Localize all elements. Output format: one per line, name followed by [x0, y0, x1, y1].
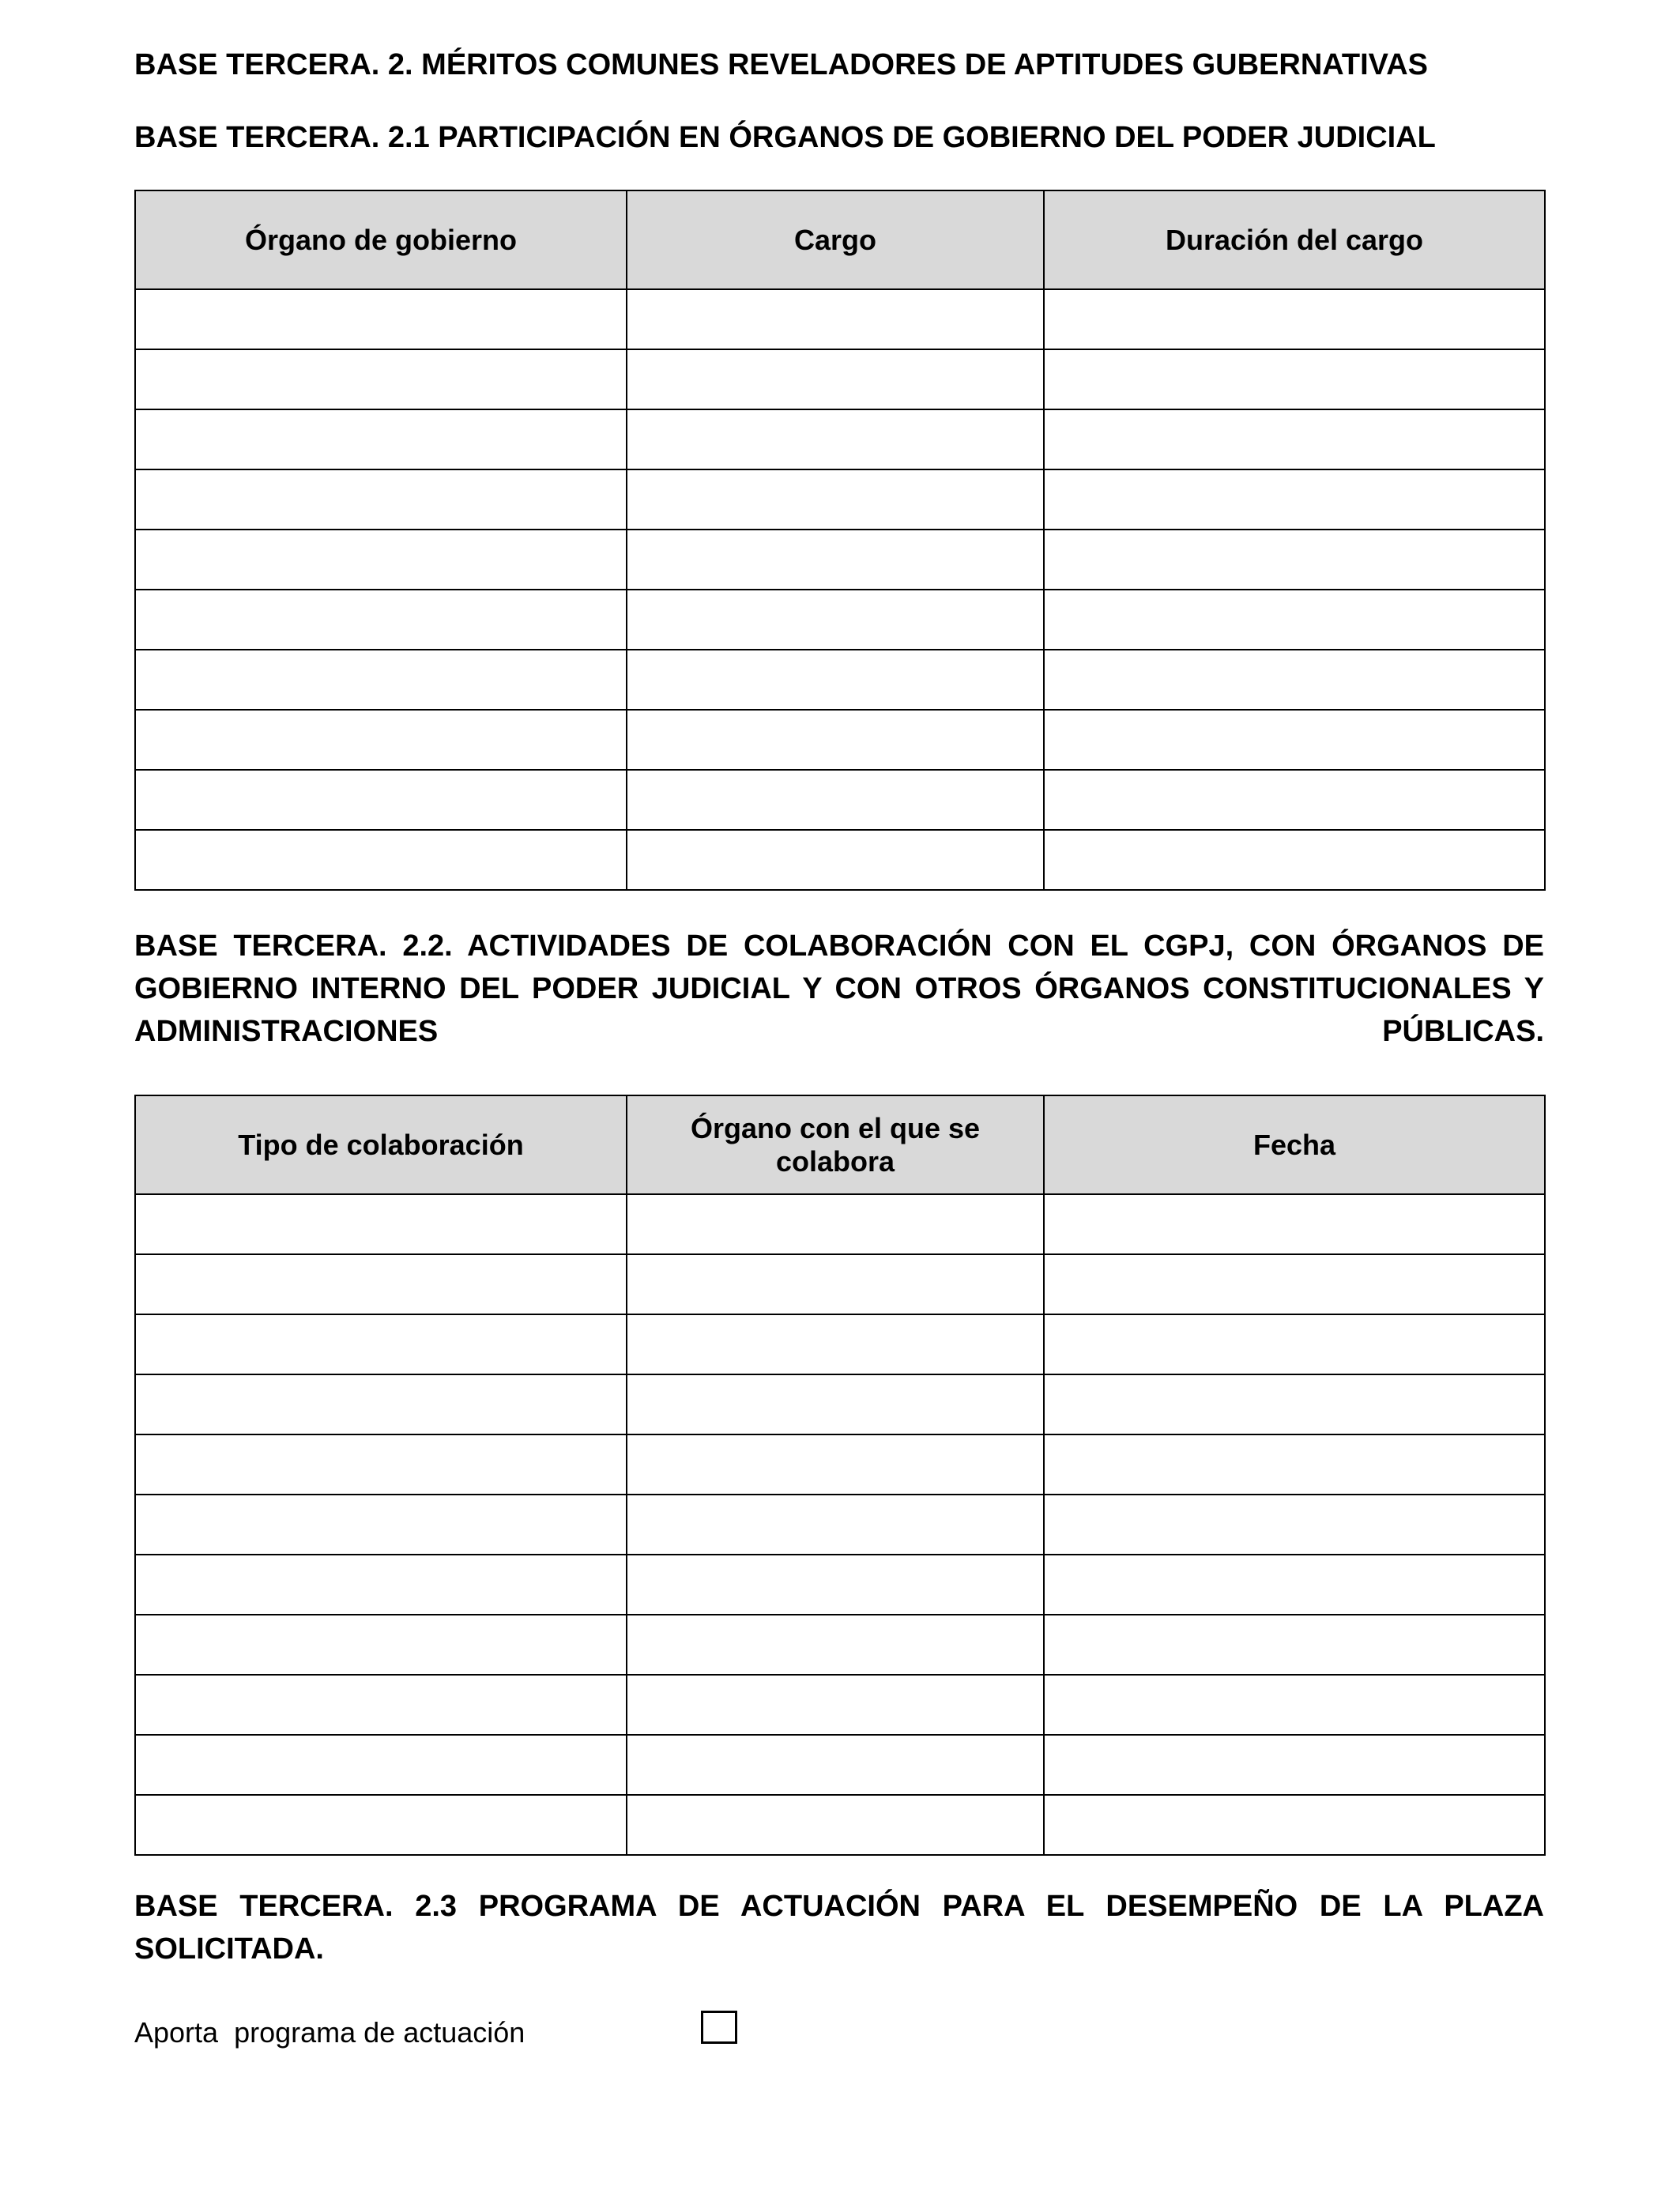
table-cell[interactable] — [135, 1795, 627, 1855]
table-cell[interactable] — [135, 1194, 627, 1254]
table-cell[interactable] — [135, 1314, 627, 1374]
table-cell[interactable] — [135, 590, 627, 650]
table-cell[interactable] — [627, 469, 1044, 530]
table-cell[interactable] — [135, 770, 627, 830]
table-cell[interactable] — [1044, 1555, 1545, 1615]
table-row — [135, 1675, 1545, 1735]
table-cell[interactable] — [1044, 830, 1545, 890]
table-row — [135, 469, 1545, 530]
collaboration-activities-table — [134, 1095, 1546, 1856]
table-cell[interactable] — [627, 1795, 1044, 1855]
table-row — [135, 1615, 1545, 1675]
table-row — [135, 1555, 1545, 1615]
table-cell[interactable] — [135, 409, 627, 469]
table-row — [135, 1795, 1545, 1855]
column-header-tipo-de-colaboracion: Tipo de colaboración — [135, 1095, 627, 1194]
table-cell[interactable] — [1044, 289, 1545, 349]
table-cell[interactable] — [135, 650, 627, 710]
table-cell[interactable] — [135, 1675, 627, 1735]
table-cell[interactable] — [627, 1374, 1044, 1434]
section-2-3-title: BASE TERCERA. 2.3 PROGRAMA DE ACTUACIÓN PARA EL DESEMPEÑO DE LA PLAZA SOLICITADA. — [134, 1890, 1544, 1966]
table-cell[interactable] — [627, 409, 1044, 469]
section-2-2-title: BASE TERCERA. 2.2. ACTIVIDADES DE COLABORACIÓN CON EL CGPJ, CON ÓRGANOS DE GOBIERNO INTERNO DEL PODER JUDICIAL Y CON OTROS ÓRGANOS CONSTITUCIONALES Y ADMINISTRACIONES PÚBLICAS. — [134, 929, 1544, 1048]
table-cell[interactable] — [627, 1194, 1044, 1254]
column-header-fecha: Fecha — [1044, 1095, 1545, 1194]
table-cell[interactable] — [1044, 1254, 1545, 1314]
aporta-programa-checkbox[interactable] — [701, 2011, 737, 2044]
table-row — [135, 409, 1545, 469]
table-cell[interactable] — [135, 1735, 627, 1795]
table-row — [135, 1434, 1545, 1495]
table-cell[interactable] — [1044, 409, 1545, 469]
table-row — [135, 590, 1545, 650]
table-row — [135, 1495, 1545, 1555]
table-cell[interactable] — [1044, 1735, 1545, 1795]
table-cell[interactable] — [135, 530, 627, 590]
table-cell[interactable] — [627, 650, 1044, 710]
aporta-programa-label: Aporta programa de actuación — [134, 2016, 525, 2049]
table-cell[interactable] — [1044, 1615, 1545, 1675]
table-cell[interactable] — [627, 530, 1044, 590]
table-cell[interactable] — [1044, 590, 1545, 650]
table-cell[interactable] — [627, 1675, 1044, 1735]
table-cell[interactable] — [135, 349, 627, 409]
table-row — [135, 770, 1545, 830]
table-cell[interactable] — [135, 1434, 627, 1495]
table-row — [135, 1254, 1545, 1314]
section-2-1-title: BASE TERCERA. 2.1 PARTICIPACIÓN EN ÓRGANOS DE GOBIERNO DEL PODER JUDICIAL — [134, 121, 1436, 154]
table-cell[interactable] — [627, 1495, 1044, 1555]
table-body — [135, 1194, 1545, 1855]
table-cell[interactable] — [1044, 1795, 1545, 1855]
table-body — [135, 289, 1545, 890]
table-row — [135, 1735, 1545, 1795]
table-cell[interactable] — [627, 349, 1044, 409]
table-cell[interactable] — [135, 289, 627, 349]
table-row — [135, 1314, 1545, 1374]
table-cell[interactable] — [1044, 1194, 1545, 1254]
table-cell[interactable] — [627, 830, 1044, 890]
table-cell[interactable] — [135, 1374, 627, 1434]
table-cell[interactable] — [1044, 349, 1545, 409]
table-cell[interactable] — [627, 590, 1044, 650]
column-header-cargo: Cargo — [627, 190, 1044, 289]
table-cell[interactable] — [627, 1434, 1044, 1495]
section-2-title: BASE TERCERA. 2. MÉRITOS COMUNES REVELADORES DE APTITUDES GUBERNATIVAS — [134, 48, 1428, 81]
table-cell[interactable] — [135, 830, 627, 890]
table-cell[interactable] — [135, 1555, 627, 1615]
government-bodies-table — [134, 190, 1546, 891]
table-cell[interactable] — [1044, 530, 1545, 590]
table-cell[interactable] — [135, 1495, 627, 1555]
table-cell[interactable] — [1044, 1495, 1545, 1555]
table-cell[interactable] — [627, 1735, 1044, 1795]
table-row — [135, 1194, 1545, 1254]
table-cell[interactable] — [627, 1314, 1044, 1374]
table-row — [135, 650, 1545, 710]
table-cell[interactable] — [1044, 1434, 1545, 1495]
table-cell[interactable] — [135, 1254, 627, 1314]
table-cell[interactable] — [627, 1615, 1044, 1675]
table-cell[interactable] — [1044, 469, 1545, 530]
table-cell[interactable] — [135, 469, 627, 530]
column-header-duracion-del-cargo: Duración del cargo — [1044, 190, 1545, 289]
table-row — [135, 830, 1545, 890]
table-cell[interactable] — [627, 1555, 1044, 1615]
table-cell[interactable] — [1044, 1374, 1545, 1434]
table-cell[interactable] — [1044, 650, 1545, 710]
table-cell[interactable] — [1044, 770, 1545, 830]
table-cell[interactable] — [1044, 1675, 1545, 1735]
table-row — [135, 289, 1545, 349]
table-cell[interactable] — [627, 770, 1044, 830]
table-cell[interactable] — [1044, 1314, 1545, 1374]
column-header-organo-label: Órgano con el que se colabora — [690, 1111, 981, 1178]
aporta-programa-field — [134, 2011, 1544, 2058]
table-row — [135, 710, 1545, 770]
table-cell[interactable] — [627, 710, 1044, 770]
column-header-organo-con-el-que-se-colabora — [627, 1095, 1044, 1194]
column-header-organo-de-gobierno: Órgano de gobierno — [135, 190, 627, 289]
table-cell[interactable] — [627, 289, 1044, 349]
table-header-row — [135, 190, 1545, 289]
table-cell[interactable] — [627, 1254, 1044, 1314]
table-row — [135, 1374, 1545, 1434]
table-cell[interactable] — [135, 710, 627, 770]
table-header-row — [135, 1095, 1545, 1194]
table-row — [135, 530, 1545, 590]
table-cell[interactable] — [1044, 710, 1545, 770]
table-row — [135, 349, 1545, 409]
table-cell[interactable] — [135, 1615, 627, 1675]
